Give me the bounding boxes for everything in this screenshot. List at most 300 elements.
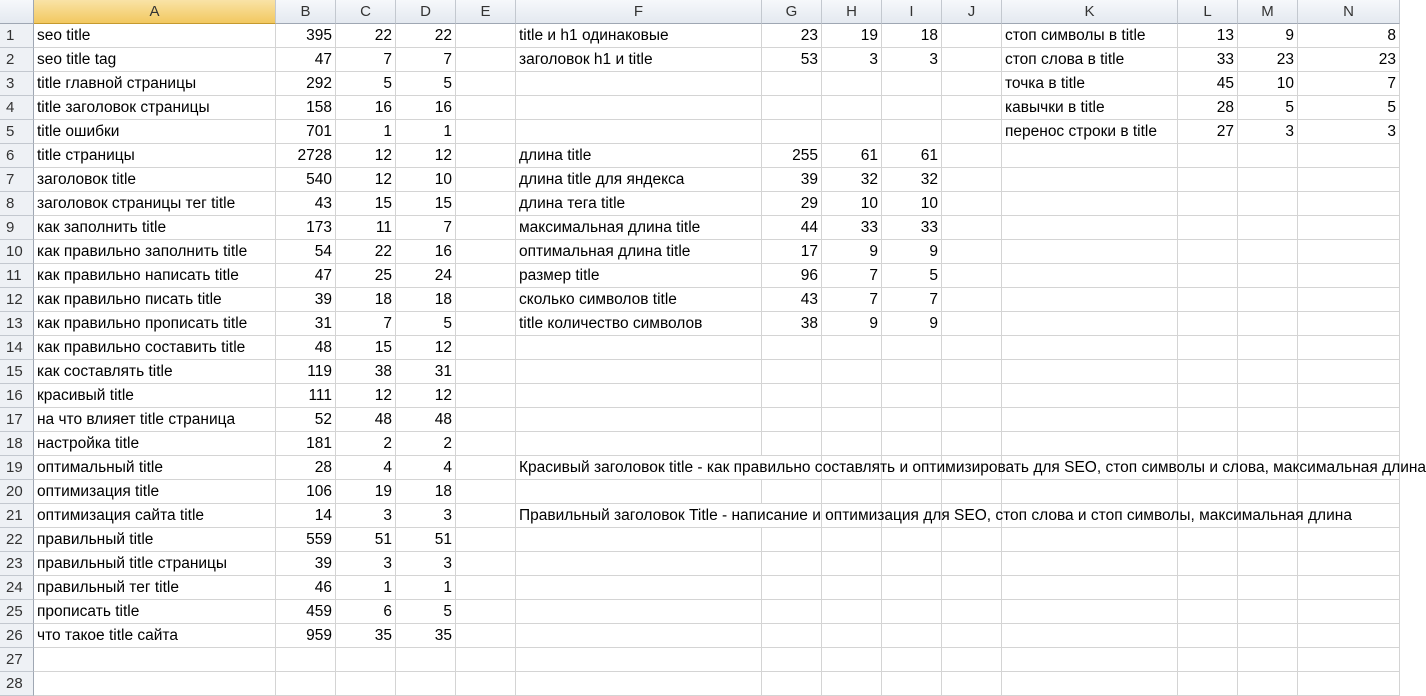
cell-e2[interactable] xyxy=(456,48,516,72)
cell-j13[interactable] xyxy=(942,312,1002,336)
cell-g22[interactable] xyxy=(762,528,822,552)
cell-c8[interactable]: 15 xyxy=(336,192,396,216)
column-header-f[interactable]: F xyxy=(516,0,762,24)
cell-n25[interactable] xyxy=(1298,600,1400,624)
row-header-23[interactable]: 23 xyxy=(0,552,34,576)
cell-l9[interactable] xyxy=(1178,216,1238,240)
cell-m7[interactable] xyxy=(1238,168,1298,192)
cell-i22[interactable] xyxy=(882,528,942,552)
cell-k26[interactable] xyxy=(1002,624,1178,648)
cell-h28[interactable] xyxy=(822,672,882,696)
cell-f8[interactable]: длина тега title xyxy=(516,192,762,216)
cell-d10[interactable]: 16 xyxy=(396,240,456,264)
cell-n4[interactable]: 5 xyxy=(1298,96,1400,120)
cell-m4[interactable]: 5 xyxy=(1238,96,1298,120)
cell-e4[interactable] xyxy=(456,96,516,120)
cell-n18[interactable] xyxy=(1298,432,1400,456)
cell-i28[interactable] xyxy=(882,672,942,696)
column-header-g[interactable]: G xyxy=(762,0,822,24)
cell-k24[interactable] xyxy=(1002,576,1178,600)
row-header-27[interactable]: 27 xyxy=(0,648,34,672)
cell-h1[interactable]: 19 xyxy=(822,24,882,48)
cell-m10[interactable] xyxy=(1238,240,1298,264)
cell-b8[interactable]: 43 xyxy=(276,192,336,216)
cell-g28[interactable] xyxy=(762,672,822,696)
cell-m5[interactable]: 3 xyxy=(1238,120,1298,144)
column-header-i[interactable]: I xyxy=(882,0,942,24)
cell-i16[interactable] xyxy=(882,384,942,408)
cell-j7[interactable] xyxy=(942,168,1002,192)
cell-h17[interactable] xyxy=(822,408,882,432)
cell-d21[interactable]: 3 xyxy=(396,504,456,528)
cell-b9[interactable]: 173 xyxy=(276,216,336,240)
row-header-18[interactable]: 18 xyxy=(0,432,34,456)
cell-d8[interactable]: 15 xyxy=(396,192,456,216)
cell-a17[interactable]: на что влияет title страница xyxy=(34,408,276,432)
cell-k10[interactable] xyxy=(1002,240,1178,264)
cell-f6[interactable]: длина title xyxy=(516,144,762,168)
cell-k13[interactable] xyxy=(1002,312,1178,336)
cell-f20[interactable] xyxy=(516,480,762,504)
cell-d1[interactable]: 22 xyxy=(396,24,456,48)
cell-d4[interactable]: 16 xyxy=(396,96,456,120)
cell-c26[interactable]: 35 xyxy=(336,624,396,648)
cell-g17[interactable] xyxy=(762,408,822,432)
cell-b6[interactable]: 2728 xyxy=(276,144,336,168)
cell-f9[interactable]: максимальная длина title xyxy=(516,216,762,240)
cell-n5[interactable]: 3 xyxy=(1298,120,1400,144)
cell-a25[interactable]: прописать title xyxy=(34,600,276,624)
cell-g8[interactable]: 29 xyxy=(762,192,822,216)
cell-j28[interactable] xyxy=(942,672,1002,696)
row-header-1[interactable]: 1 xyxy=(0,24,34,48)
cell-a15[interactable]: как составлять title xyxy=(34,360,276,384)
cell-b23[interactable]: 39 xyxy=(276,552,336,576)
cell-b24[interactable]: 46 xyxy=(276,576,336,600)
cell-i6[interactable]: 61 xyxy=(882,144,942,168)
cell-j18[interactable] xyxy=(942,432,1002,456)
cell-i26[interactable] xyxy=(882,624,942,648)
cell-c24[interactable]: 1 xyxy=(336,576,396,600)
cell-i15[interactable] xyxy=(882,360,942,384)
cell-m17[interactable] xyxy=(1238,408,1298,432)
cell-i11[interactable]: 5 xyxy=(882,264,942,288)
cell-h25[interactable] xyxy=(822,600,882,624)
cell-c5[interactable]: 1 xyxy=(336,120,396,144)
cell-m22[interactable] xyxy=(1238,528,1298,552)
cell-f21[interactable]: Правильный заголовок Title - написание и оптимизация для SEO, стоп слова и стоп символы, максимальная длина xyxy=(516,504,762,528)
cell-c21[interactable]: 3 xyxy=(336,504,396,528)
cell-c10[interactable]: 22 xyxy=(336,240,396,264)
cell-k20[interactable] xyxy=(1002,480,1178,504)
cell-k8[interactable] xyxy=(1002,192,1178,216)
cell-a12[interactable]: как правильно писать title xyxy=(34,288,276,312)
row-header-25[interactable]: 25 xyxy=(0,600,34,624)
cell-n2[interactable]: 23 xyxy=(1298,48,1400,72)
cell-a11[interactable]: как правильно написать title xyxy=(34,264,276,288)
cell-b20[interactable]: 106 xyxy=(276,480,336,504)
cell-l16[interactable] xyxy=(1178,384,1238,408)
cell-d9[interactable]: 7 xyxy=(396,216,456,240)
column-header-e[interactable]: E xyxy=(456,0,516,24)
cell-i13[interactable]: 9 xyxy=(882,312,942,336)
cell-f15[interactable] xyxy=(516,360,762,384)
cell-j2[interactable] xyxy=(942,48,1002,72)
cell-e9[interactable] xyxy=(456,216,516,240)
cell-m11[interactable] xyxy=(1238,264,1298,288)
cell-c20[interactable]: 19 xyxy=(336,480,396,504)
cell-d26[interactable]: 35 xyxy=(396,624,456,648)
cell-e18[interactable] xyxy=(456,432,516,456)
cell-a6[interactable]: title страницы xyxy=(34,144,276,168)
cell-c9[interactable]: 11 xyxy=(336,216,396,240)
cell-i3[interactable] xyxy=(882,72,942,96)
cell-h24[interactable] xyxy=(822,576,882,600)
cell-j17[interactable] xyxy=(942,408,1002,432)
cell-e5[interactable] xyxy=(456,120,516,144)
cell-e20[interactable] xyxy=(456,480,516,504)
cell-d11[interactable]: 24 xyxy=(396,264,456,288)
cell-g18[interactable] xyxy=(762,432,822,456)
cell-m24[interactable] xyxy=(1238,576,1298,600)
column-header-b[interactable]: B xyxy=(276,0,336,24)
cell-c27[interactable] xyxy=(336,648,396,672)
column-header-a[interactable]: A xyxy=(34,0,276,24)
cell-k15[interactable] xyxy=(1002,360,1178,384)
cell-m25[interactable] xyxy=(1238,600,1298,624)
cell-h27[interactable] xyxy=(822,648,882,672)
row-header-21[interactable]: 21 xyxy=(0,504,34,528)
cell-d22[interactable]: 51 xyxy=(396,528,456,552)
cell-c11[interactable]: 25 xyxy=(336,264,396,288)
cell-g4[interactable] xyxy=(762,96,822,120)
cell-n11[interactable] xyxy=(1298,264,1400,288)
row-header-22[interactable]: 22 xyxy=(0,528,34,552)
cell-b11[interactable]: 47 xyxy=(276,264,336,288)
cell-h2[interactable]: 3 xyxy=(822,48,882,72)
column-header-m[interactable]: M xyxy=(1238,0,1298,24)
cell-b10[interactable]: 54 xyxy=(276,240,336,264)
cell-b15[interactable]: 119 xyxy=(276,360,336,384)
cell-i7[interactable]: 32 xyxy=(882,168,942,192)
row-header-15[interactable]: 15 xyxy=(0,360,34,384)
cell-i17[interactable] xyxy=(882,408,942,432)
row-header-20[interactable]: 20 xyxy=(0,480,34,504)
cell-g14[interactable] xyxy=(762,336,822,360)
cell-b18[interactable]: 181 xyxy=(276,432,336,456)
cell-f10[interactable]: оптимальная длина title xyxy=(516,240,762,264)
cell-k11[interactable] xyxy=(1002,264,1178,288)
row-header-13[interactable]: 13 xyxy=(0,312,34,336)
cell-i18[interactable] xyxy=(882,432,942,456)
cell-i24[interactable] xyxy=(882,576,942,600)
cell-n16[interactable] xyxy=(1298,384,1400,408)
cell-e15[interactable] xyxy=(456,360,516,384)
cell-f25[interactable] xyxy=(516,600,762,624)
cell-n20[interactable] xyxy=(1298,480,1400,504)
cell-n12[interactable] xyxy=(1298,288,1400,312)
select-all-corner[interactable] xyxy=(0,0,34,24)
cell-f22[interactable] xyxy=(516,528,762,552)
cell-m14[interactable] xyxy=(1238,336,1298,360)
cell-b19[interactable]: 28 xyxy=(276,456,336,480)
cell-h8[interactable]: 10 xyxy=(822,192,882,216)
cell-f19[interactable]: Красивый заголовок title - как правильно составлять и оптимизировать для SEO, стоп символы и слова, максимальная длина xyxy=(516,456,762,480)
cell-i27[interactable] xyxy=(882,648,942,672)
cell-n3[interactable]: 7 xyxy=(1298,72,1400,96)
cell-g1[interactable]: 23 xyxy=(762,24,822,48)
cell-l3[interactable]: 45 xyxy=(1178,72,1238,96)
row-header-7[interactable]: 7 xyxy=(0,168,34,192)
row-header-14[interactable]: 14 xyxy=(0,336,34,360)
cell-k25[interactable] xyxy=(1002,600,1178,624)
cell-c1[interactable]: 22 xyxy=(336,24,396,48)
cell-k6[interactable] xyxy=(1002,144,1178,168)
cell-j25[interactable] xyxy=(942,600,1002,624)
cell-g24[interactable] xyxy=(762,576,822,600)
cell-l18[interactable] xyxy=(1178,432,1238,456)
cell-f2[interactable]: заголовок h1 и title xyxy=(516,48,762,72)
cell-e23[interactable] xyxy=(456,552,516,576)
cell-g2[interactable]: 53 xyxy=(762,48,822,72)
cell-m27[interactable] xyxy=(1238,648,1298,672)
cell-m8[interactable] xyxy=(1238,192,1298,216)
cell-d14[interactable]: 12 xyxy=(396,336,456,360)
cell-b17[interactable]: 52 xyxy=(276,408,336,432)
cell-e22[interactable] xyxy=(456,528,516,552)
cell-d15[interactable]: 31 xyxy=(396,360,456,384)
cell-f17[interactable] xyxy=(516,408,762,432)
cell-a10[interactable]: как правильно заполнить title xyxy=(34,240,276,264)
cell-f18[interactable] xyxy=(516,432,762,456)
cell-i12[interactable]: 7 xyxy=(882,288,942,312)
cell-d6[interactable]: 12 xyxy=(396,144,456,168)
cell-b3[interactable]: 292 xyxy=(276,72,336,96)
cell-a24[interactable]: правильный тег title xyxy=(34,576,276,600)
cell-c25[interactable]: 6 xyxy=(336,600,396,624)
cell-i1[interactable]: 18 xyxy=(882,24,942,48)
cell-a13[interactable]: как правильно прописать title xyxy=(34,312,276,336)
cell-f23[interactable] xyxy=(516,552,762,576)
cell-h20[interactable] xyxy=(822,480,882,504)
cell-i9[interactable]: 33 xyxy=(882,216,942,240)
cell-i4[interactable] xyxy=(882,96,942,120)
cell-c14[interactable]: 15 xyxy=(336,336,396,360)
cell-n7[interactable] xyxy=(1298,168,1400,192)
cell-l24[interactable] xyxy=(1178,576,1238,600)
cell-i25[interactable] xyxy=(882,600,942,624)
cell-d23[interactable]: 3 xyxy=(396,552,456,576)
cell-h7[interactable]: 32 xyxy=(822,168,882,192)
cell-g11[interactable]: 96 xyxy=(762,264,822,288)
cell-i14[interactable] xyxy=(882,336,942,360)
cell-j5[interactable] xyxy=(942,120,1002,144)
cell-a1[interactable]: seo title xyxy=(34,24,276,48)
cell-l6[interactable] xyxy=(1178,144,1238,168)
cell-d19[interactable]: 4 xyxy=(396,456,456,480)
cell-e16[interactable] xyxy=(456,384,516,408)
cell-h10[interactable]: 9 xyxy=(822,240,882,264)
cell-l12[interactable] xyxy=(1178,288,1238,312)
cell-j23[interactable] xyxy=(942,552,1002,576)
row-header-24[interactable]: 24 xyxy=(0,576,34,600)
cell-a14[interactable]: как правильно составить title xyxy=(34,336,276,360)
column-header-l[interactable]: L xyxy=(1178,0,1238,24)
cell-c16[interactable]: 12 xyxy=(336,384,396,408)
row-header-26[interactable]: 26 xyxy=(0,624,34,648)
cell-i10[interactable]: 9 xyxy=(882,240,942,264)
cell-j27[interactable] xyxy=(942,648,1002,672)
cell-j12[interactable] xyxy=(942,288,1002,312)
row-header-8[interactable]: 8 xyxy=(0,192,34,216)
cell-a2[interactable]: seo title tag xyxy=(34,48,276,72)
cell-j9[interactable] xyxy=(942,216,1002,240)
cell-n6[interactable] xyxy=(1298,144,1400,168)
cell-l5[interactable]: 27 xyxy=(1178,120,1238,144)
cell-k28[interactable] xyxy=(1002,672,1178,696)
cell-f1[interactable]: title и h1 одинаковые xyxy=(516,24,762,48)
cell-e13[interactable] xyxy=(456,312,516,336)
cell-h23[interactable] xyxy=(822,552,882,576)
cell-a5[interactable]: title ошибки xyxy=(34,120,276,144)
cell-n23[interactable] xyxy=(1298,552,1400,576)
cell-d24[interactable]: 1 xyxy=(396,576,456,600)
cell-a27[interactable] xyxy=(34,648,276,672)
cell-k16[interactable] xyxy=(1002,384,1178,408)
cell-g15[interactable] xyxy=(762,360,822,384)
cell-l8[interactable] xyxy=(1178,192,1238,216)
cell-n24[interactable] xyxy=(1298,576,1400,600)
cell-a16[interactable]: красивый title xyxy=(34,384,276,408)
cell-h15[interactable] xyxy=(822,360,882,384)
cell-h11[interactable]: 7 xyxy=(822,264,882,288)
column-header-d[interactable]: D xyxy=(396,0,456,24)
cell-l17[interactable] xyxy=(1178,408,1238,432)
cell-a28[interactable] xyxy=(34,672,276,696)
cell-f4[interactable] xyxy=(516,96,762,120)
cell-g7[interactable]: 39 xyxy=(762,168,822,192)
cell-f28[interactable] xyxy=(516,672,762,696)
cell-b5[interactable]: 701 xyxy=(276,120,336,144)
cell-l11[interactable] xyxy=(1178,264,1238,288)
cell-n10[interactable] xyxy=(1298,240,1400,264)
row-header-6[interactable]: 6 xyxy=(0,144,34,168)
cell-f5[interactable] xyxy=(516,120,762,144)
cell-n14[interactable] xyxy=(1298,336,1400,360)
cell-m12[interactable] xyxy=(1238,288,1298,312)
cell-h3[interactable] xyxy=(822,72,882,96)
cell-a26[interactable]: что такое title сайта xyxy=(34,624,276,648)
cell-e11[interactable] xyxy=(456,264,516,288)
cell-d2[interactable]: 7 xyxy=(396,48,456,72)
cell-b26[interactable]: 959 xyxy=(276,624,336,648)
cell-i8[interactable]: 10 xyxy=(882,192,942,216)
cell-c23[interactable]: 3 xyxy=(336,552,396,576)
cell-d20[interactable]: 18 xyxy=(396,480,456,504)
cell-f11[interactable]: размер title xyxy=(516,264,762,288)
cell-a8[interactable]: заголовок страницы тег title xyxy=(34,192,276,216)
cell-k1[interactable]: стоп символы в title xyxy=(1002,24,1178,48)
cell-f12[interactable]: сколько символов title xyxy=(516,288,762,312)
cell-i23[interactable] xyxy=(882,552,942,576)
cell-e19[interactable] xyxy=(456,456,516,480)
cell-m15[interactable] xyxy=(1238,360,1298,384)
cell-h13[interactable]: 9 xyxy=(822,312,882,336)
cell-j4[interactable] xyxy=(942,96,1002,120)
cell-j14[interactable] xyxy=(942,336,1002,360)
cell-k2[interactable]: стоп слова в title xyxy=(1002,48,1178,72)
cell-h18[interactable] xyxy=(822,432,882,456)
cell-j3[interactable] xyxy=(942,72,1002,96)
cell-n26[interactable] xyxy=(1298,624,1400,648)
cell-l25[interactable] xyxy=(1178,600,1238,624)
cell-g3[interactable] xyxy=(762,72,822,96)
cell-n17[interactable] xyxy=(1298,408,1400,432)
cell-c6[interactable]: 12 xyxy=(336,144,396,168)
cell-d3[interactable]: 5 xyxy=(396,72,456,96)
cell-g9[interactable]: 44 xyxy=(762,216,822,240)
cell-d18[interactable]: 2 xyxy=(396,432,456,456)
cell-n28[interactable] xyxy=(1298,672,1400,696)
cell-h26[interactable] xyxy=(822,624,882,648)
cell-e17[interactable] xyxy=(456,408,516,432)
cell-e8[interactable] xyxy=(456,192,516,216)
cell-c19[interactable]: 4 xyxy=(336,456,396,480)
cell-l1[interactable]: 13 xyxy=(1178,24,1238,48)
cell-l7[interactable] xyxy=(1178,168,1238,192)
cell-a7[interactable]: заголовок title xyxy=(34,168,276,192)
cell-n15[interactable] xyxy=(1298,360,1400,384)
cell-e21[interactable] xyxy=(456,504,516,528)
cell-g5[interactable] xyxy=(762,120,822,144)
row-header-5[interactable]: 5 xyxy=(0,120,34,144)
cell-d7[interactable]: 10 xyxy=(396,168,456,192)
row-header-17[interactable]: 17 xyxy=(0,408,34,432)
cell-m16[interactable] xyxy=(1238,384,1298,408)
cell-d16[interactable]: 12 xyxy=(396,384,456,408)
cell-l20[interactable] xyxy=(1178,480,1238,504)
cell-e6[interactable] xyxy=(456,144,516,168)
cell-b1[interactable]: 395 xyxy=(276,24,336,48)
cell-c13[interactable]: 7 xyxy=(336,312,396,336)
cell-d28[interactable] xyxy=(396,672,456,696)
cell-h5[interactable] xyxy=(822,120,882,144)
cell-k18[interactable] xyxy=(1002,432,1178,456)
cell-n8[interactable] xyxy=(1298,192,1400,216)
cell-e12[interactable] xyxy=(456,288,516,312)
cell-d25[interactable]: 5 xyxy=(396,600,456,624)
cell-g26[interactable] xyxy=(762,624,822,648)
cell-k17[interactable] xyxy=(1002,408,1178,432)
cell-n27[interactable] xyxy=(1298,648,1400,672)
cell-j20[interactable] xyxy=(942,480,1002,504)
cell-k12[interactable] xyxy=(1002,288,1178,312)
cell-j1[interactable] xyxy=(942,24,1002,48)
cell-k7[interactable] xyxy=(1002,168,1178,192)
column-header-c[interactable]: C xyxy=(336,0,396,24)
cell-l23[interactable] xyxy=(1178,552,1238,576)
cell-e26[interactable] xyxy=(456,624,516,648)
row-header-9[interactable]: 9 xyxy=(0,216,34,240)
cell-j8[interactable] xyxy=(942,192,1002,216)
cell-l13[interactable] xyxy=(1178,312,1238,336)
cell-g16[interactable] xyxy=(762,384,822,408)
cell-c3[interactable]: 5 xyxy=(336,72,396,96)
cell-m28[interactable] xyxy=(1238,672,1298,696)
cell-a4[interactable]: title заголовок страницы xyxy=(34,96,276,120)
cell-e10[interactable] xyxy=(456,240,516,264)
cell-g27[interactable] xyxy=(762,648,822,672)
